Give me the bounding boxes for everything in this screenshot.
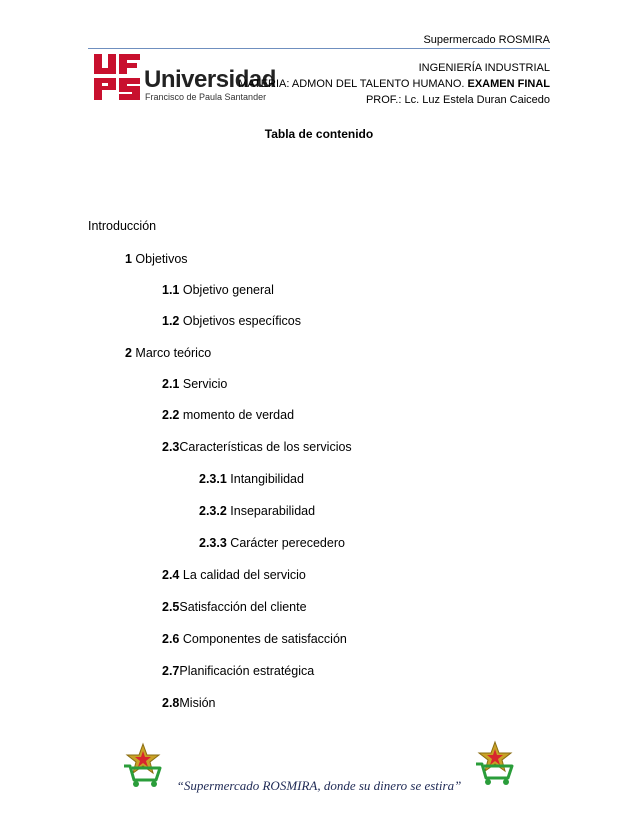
toc-entry-number: 2.1	[162, 377, 180, 391]
toc-entry	[125, 346, 211, 360]
logo-subtitle: Francisco de Paula Santander	[145, 92, 267, 102]
toc-entry	[199, 536, 345, 550]
toc-entry-text: momento de verdad	[179, 408, 295, 422]
toc-entry-text: Introducción	[88, 219, 157, 233]
toc-entry-text: Misión	[179, 696, 216, 710]
toc-entry-number: 2.6	[162, 632, 180, 646]
toc-entry-number: 2.5	[162, 600, 180, 614]
toc-entry	[162, 696, 216, 710]
toc-entry-text: Componentes de satisfacción	[179, 632, 347, 646]
toc-entry	[162, 600, 307, 614]
toc-entry-text: Planificación estratégica	[179, 664, 315, 678]
toc-entry-number: 2.4	[162, 568, 180, 582]
toc-entry-number: 1.1	[162, 283, 180, 297]
toc-entry-number: 2.7	[162, 664, 180, 678]
toc-entry	[125, 252, 188, 266]
toc-entry	[199, 472, 304, 486]
logo-wordmark: Universidad	[144, 66, 276, 93]
toc-title: Tabla de contenido	[264, 127, 374, 141]
toc-entry	[162, 632, 347, 646]
toc-entry-text: Satisfacción del cliente	[179, 600, 307, 614]
toc-entry-number: 2	[125, 346, 132, 360]
toc-entry	[162, 440, 352, 454]
toc-entry	[162, 408, 294, 422]
header-program: INGENIERÍA INDUSTRIAL	[418, 62, 550, 74]
toc-entry	[88, 219, 156, 233]
toc-entry-text: Intangibilidad	[226, 472, 304, 486]
toc-entry	[199, 504, 315, 518]
header-site-name: Supermercado ROSMIRA	[423, 34, 550, 46]
toc-entry-number: 2.3.3	[199, 536, 227, 550]
toc-entry-text: Carácter perecedero	[226, 536, 345, 550]
toc-entry-text: Objetivos específicos	[179, 314, 301, 328]
materia-text: MATERIA: ADMON DEL TALENTO HUMANO.	[238, 78, 468, 90]
toc-entry-text: Objetivos	[131, 252, 188, 266]
toc-entry	[162, 314, 301, 328]
toc-entry-text: Características de los servicios	[179, 440, 352, 454]
header-profesor: PROF.: Lc. Luz Estela Duran Caicedo	[365, 94, 550, 106]
toc-entry	[162, 568, 306, 582]
toc-entry-text: La calidad del servicio	[179, 568, 306, 582]
toc-entry-number: 2.3.2	[199, 504, 227, 518]
toc-entry-text: Inseparabilidad	[226, 504, 316, 518]
header-materia	[238, 78, 550, 90]
toc-entry-number: 1	[125, 252, 132, 266]
toc-entry-number: 2.2	[162, 408, 180, 422]
exam-label: EXAMEN FINAL	[467, 78, 550, 90]
ufps-mark-icon	[92, 52, 142, 102]
toc-entry-text: Objetivo general	[179, 283, 274, 297]
toc-entry	[162, 283, 274, 297]
toc-entry-number: 2.3	[162, 440, 180, 454]
toc-entry	[162, 377, 227, 391]
header-divider	[88, 48, 550, 49]
toc-entry-number: 2.8	[162, 696, 180, 710]
toc-entry-number: 1.2	[162, 314, 180, 328]
toc-entry-number: 2.3.1	[199, 472, 227, 486]
university-logo	[92, 52, 276, 104]
toc-entry	[162, 664, 314, 678]
footer-slogan: “Supermercado ROSMIRA, donde su dinero se estira”	[176, 778, 462, 793]
toc-entry-text: Servicio	[179, 377, 228, 391]
toc-entry-text: Marco teórico	[131, 346, 212, 360]
